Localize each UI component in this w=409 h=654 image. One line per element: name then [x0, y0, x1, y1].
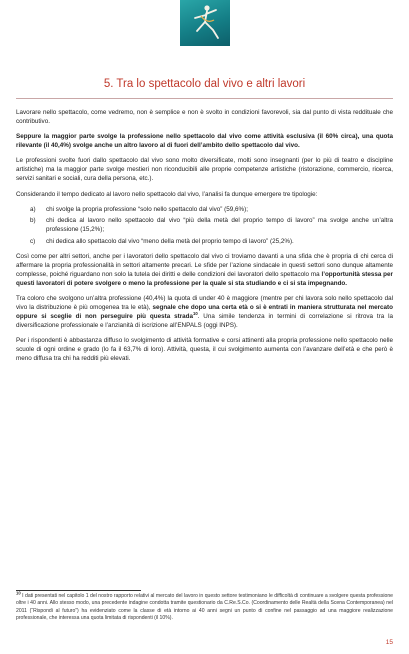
- paragraph-5: [16, 252, 393, 288]
- paragraph-1: Lavorare nello spettacolo, come vedremo, non è semplice e non è svolto in condizioni favorevoli, sia dal punto di vista reddituale che contributivo.: [16, 109, 393, 125]
- list-item-text: chi svolge la propria professione “solo nello spettacolo dal vivo” (59,6%);: [46, 205, 248, 213]
- dancer-icon: [180, 0, 230, 46]
- paragraph-3: Le professioni svolte fuori dallo spettacolo dal vivo sono molto diversificate, molti sono insegnanti (per lo più di teatro e discipline artistiche) ma la maggior parte svolge mestieri non riconducibili alle proprie competenze artistiche (ristorazione, commercio, ricerca, servizi sanitari e sociali, cura della persona, etc.).: [16, 157, 393, 183]
- list-marker: c): [30, 237, 36, 245]
- paragraph-5-bold: l’opportunità stessa per questi lavoratori di potere svolgere o meno la professione per la quale si sta studiando e ci si sta impegnando.: [16, 270, 393, 287]
- list-marker: a): [30, 205, 36, 213]
- list-item: [16, 237, 393, 246]
- section-title: [0, 78, 409, 90]
- paragraph-2: Seppure la maggior parte svolge la professione nello spettacolo dal vivo come attività esclusiva (il 60% circa), una quota rilevante (il 40,4%) svolge anche un altro lavoro al di fuori dell’ambito dello spettacolo dal vivo.: [16, 133, 393, 150]
- paragraph-5-text: Così come per altri settori, anche per i lavoratori dello spettacolo dal vivo ci troviamo davanti a una sfida che è propria di chi cerca di affermare la propria professionalità in settori altamente precari. Le sfide per l’azione sindacale in questi settori sono dunque altamente complesse, poiché riguardano non solo la tutela dei diritti e delle condizioni dei lavoratori dello spettacolo ma: [16, 252, 393, 278]
- section-title-text: Tra lo spettacolo dal vivo e altri lavori: [116, 78, 306, 90]
- body-text: [16, 108, 393, 369]
- footnote-number: 10: [16, 590, 21, 596]
- page-number: 15: [385, 639, 393, 646]
- section-number: 5.: [103, 78, 114, 90]
- list-item-text: chi dedica al lavoro nello spettacolo dal vivo “più della metà del proprio tempo di lavoro” ma svolge anche un’altra professione (15,2%);: [46, 217, 393, 234]
- paragraph-6-text: Tra coloro che svolgono un’altra professione (40,4%) la quota di under 40 è maggiore (mentre per chi lavora solo nello spettacolo dal vivo la distribuzione è più omogenea tra le età),: [16, 294, 393, 311]
- list-item: [16, 216, 393, 234]
- footnote-ref[interactable]: 10: [193, 310, 198, 316]
- footnote-text: I dati presentati nel capitolo 1 del nostro rapporto relativi al mercato del lavoro in questo settore testimoniano le difficoltà di continuare a svolgere questa professione oltre i 40 anni. Allo stesso modo, una precedente indagine condotta tramite questionario da C.Re.S.Co. (Coordinamento delle Realtà della Scena Contemporanea) nel 2011 (“Rispondi al futuro”) ha evidenziato come la classe di età intorno ai 40 anni segni un punto di confine nel passaggio ad una maggiore realizzazione professionale, che interessa una quota limitata di rispondenti (il 10%).: [16, 593, 393, 622]
- paragraph-4: Considerando il tempo dedicato al lavoro nello spettacolo dal vivo, l’analisi fa dunque emergere tre tipologie:: [16, 190, 318, 198]
- footnote-divider: [16, 590, 141, 591]
- footnote: [16, 590, 393, 623]
- paragraph-6-bold: segnale che dopo una certa età o si è entrati in maniera strutturata nel mercato oppure si sceglie di non perseguire più questa strada: [16, 303, 393, 320]
- paragraph-6-text-end: . Una simile tendenza in termini di correlazione si ritrova tra la diversificazione professionale e l’anzianità di iscrizione all’ENPALS (oggi INPS).: [16, 312, 393, 329]
- list-item-text: chi dedica allo spettacolo dal vivo “meno della metà del proprio tempo di lavoro” (25,2%).: [46, 237, 294, 245]
- list-item: [16, 205, 393, 214]
- list-marker: b): [30, 217, 36, 225]
- paragraph-7: Per i rispondenti è abbastanza diffuso lo svolgimento di attività formative e corsi attinenti alla propria professione nello spettacolo nelle scuole di ogni ordine e grado (lo fa il 63,7% di loro). Attività, questa, il cui svolgimento aumenta con l’avanzare dell’età e che però è meno diffusa tra chi ha redditi più elevati.: [16, 337, 393, 363]
- typology-list: [16, 205, 393, 246]
- header-logo: [180, 0, 230, 46]
- paragraph-6: [16, 294, 393, 330]
- title-divider: [16, 98, 393, 99]
